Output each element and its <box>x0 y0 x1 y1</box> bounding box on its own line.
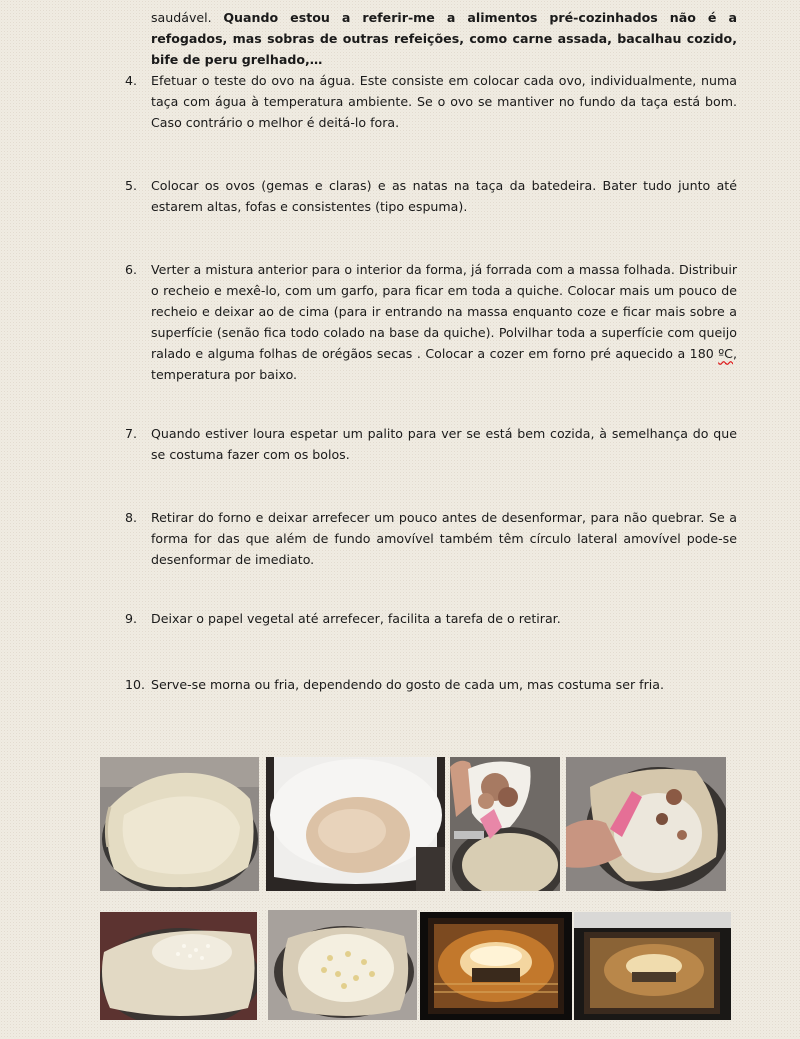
list-number: 6. <box>125 262 138 277</box>
list-text: Quando estiver loura espetar um palito para ver se está bem cozida, à semelhança do que se costuma fazer com os bolos. <box>151 426 737 462</box>
list-text-part: , temperatura por baixo. <box>151 346 737 382</box>
spellcheck-word: ºC <box>718 346 733 361</box>
list-number: 7. <box>125 426 138 441</box>
photo-pouring-filling <box>450 757 560 891</box>
intro-text: saudável. <box>151 10 224 25</box>
list-text-part: Verter a mistura anterior para o interior da forma, já forrada com a massa folhada. Distribuir o recheio e mexê-lo, com um garfo, para ficar em toda a quiche. Colocar mais um pouco de recheio e deixar ao de cima (para ir entrando na massa enquanto coze e ficar mais sobre a superfície (senão fica todo colado na base da quiche). Polvilhar toda a superfície com queijo ralado e alguma folhas de orégãos secas . Colocar a cozer em forno pré aquecido a 180 <box>151 262 737 361</box>
list-number: 4. <box>125 73 138 88</box>
list-number: 5. <box>125 178 138 193</box>
intro-bold-text: Quando estou a referir-me a alimentos pré-cozinhados não é a refogados, mas sobras de outras refeições, como carne assada, bacalhau cozido, bife de peru grelhado,… <box>151 10 737 67</box>
intro-paragraph <box>151 7 737 70</box>
list-text <box>151 259 737 385</box>
list-text: Efetuar o teste do ovo na água. Este consiste em colocar cada ovo, individualmente, numa taça com água à temperatura ambiente. Se o ovo se mantiver no fundo da taça está bom. Caso contrário o melhor é deitá-lo fora. <box>151 73 737 130</box>
photo-cheese-topping <box>100 912 257 1020</box>
list-number: 9. <box>125 611 138 626</box>
list-text: Retirar do forno e deixar arrefecer um pouco antes de desenformar, para não quebrar. Se a forma for das que além de fundo amovível também têm círculo lateral amovível pode-se desenformar de imediato. <box>151 510 737 567</box>
photo-mixer-bowl <box>266 757 445 891</box>
photo-oven-baking <box>420 912 572 1020</box>
list-text: Deixar o papel vegetal até arrefecer, facilita a tarefa de o retirar. <box>151 611 561 626</box>
list-text: Serve-se morna ou fria, dependendo do gosto de cada um, mas costuma ser fria. <box>151 677 664 692</box>
list-number: 8. <box>125 510 138 525</box>
photo-pastry-in-pan <box>100 757 259 891</box>
photo-spreading-filling <box>566 757 726 891</box>
photo-oven-finished <box>574 912 731 1020</box>
list-text: Colocar os ovos (gemas e claras) e as natas na taça da batedeira. Bater tudo junto até estarem altas, fofas e consistentes (tipo espuma). <box>151 178 737 214</box>
list-number: 10. <box>125 677 146 692</box>
photo-cheese-grated <box>268 910 417 1020</box>
